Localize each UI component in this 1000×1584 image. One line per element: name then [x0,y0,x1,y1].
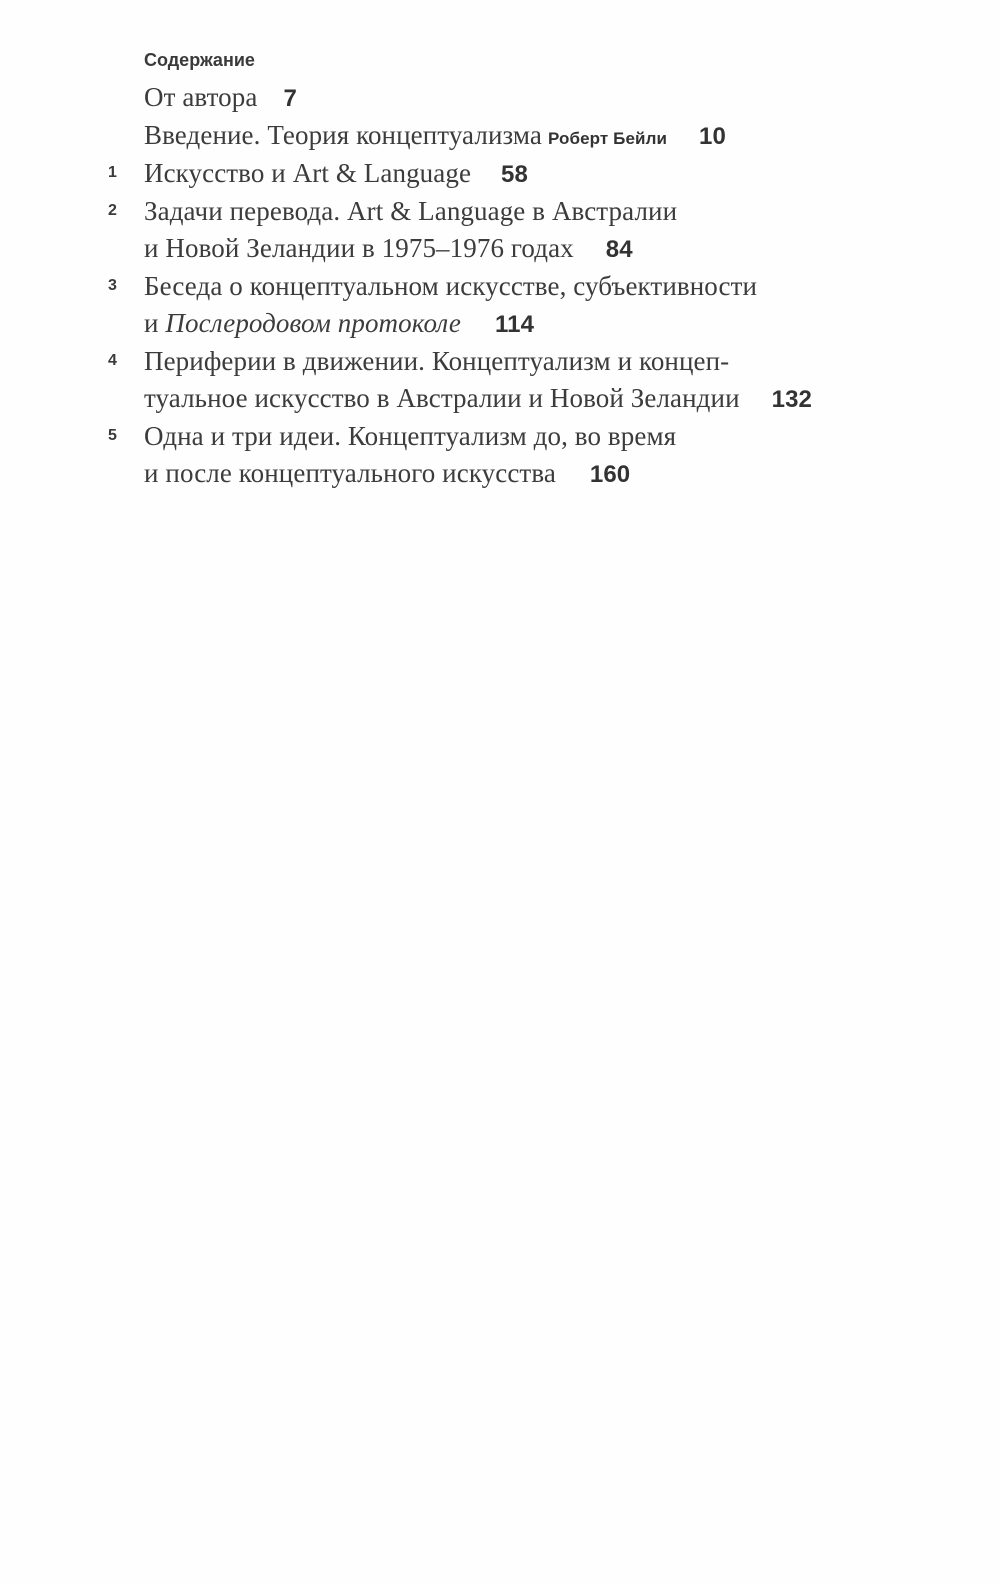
toc-entry-title-line-1: Беседа о концептуальном искусстве, субъективности [144,271,758,301]
chapter-number: 1 [108,164,117,181]
toc-entry-chapter-5[interactable] [144,419,676,453]
toc-entry-title: Введение. Теория концептуализма [144,120,542,150]
chapter-number: 5 [108,427,117,444]
toc-heading: Содержание [144,50,255,70]
toc-entry-author: Роберт Бейли [547,129,668,148]
toc-entry-title-line-2: туальное искусство в Австралии и Новой Зеландии [144,383,740,413]
toc-entry-page: 58 [501,161,528,188]
toc-entry-title-line-1: Одна и три идеи. Концептуализм до, во время [144,421,677,451]
toc-entry-page: 132 [771,386,812,413]
toc-entry-page: 114 [495,311,535,338]
toc-entry-chapter-3[interactable] [144,269,757,303]
toc-entry-chapter-4[interactable] [144,344,729,378]
toc-entry-title-prefix: и [144,308,159,338]
chapter-number: 4 [108,352,117,369]
toc-entry-chapter-1[interactable] [144,156,528,192]
toc-entry-title-line-1: Задачи перевода. Art & Language в Австралии [144,196,678,226]
chapter-number: 3 [108,277,117,294]
chapter-number: 2 [108,202,117,219]
toc-entry-page: 160 [589,461,631,488]
toc-entry-page: 10 [699,123,726,150]
toc-entry-title: От автора [144,82,258,112]
toc-entry-title-line-2: и после концептуального искусства [144,458,556,488]
toc-entry-chapter-5-cont[interactable] [144,456,630,492]
toc-entry-author-note[interactable] [144,80,297,116]
toc-entry-introduction[interactable] [144,118,726,156]
toc-entry-chapter-3-cont[interactable] [144,306,534,342]
toc-entry-title-italic: Послеродовом протоколе [165,308,462,338]
toc-entry-title: Искусство и Art & Language [144,158,472,188]
toc-entry-chapter-4-cont[interactable] [144,381,812,417]
toc-entry-title-line-1: Периферии в движении. Концептуализм и концеп- [144,346,730,376]
toc-entry-chapter-2-cont[interactable] [144,231,633,267]
toc-entry-page: 84 [605,236,633,263]
toc-entry-chapter-2[interactable] [144,194,677,228]
toc-entry-title-line-2: и Новой Зеландии в 1975–1976 годах [144,233,574,263]
toc-entry-page: 7 [283,85,297,112]
